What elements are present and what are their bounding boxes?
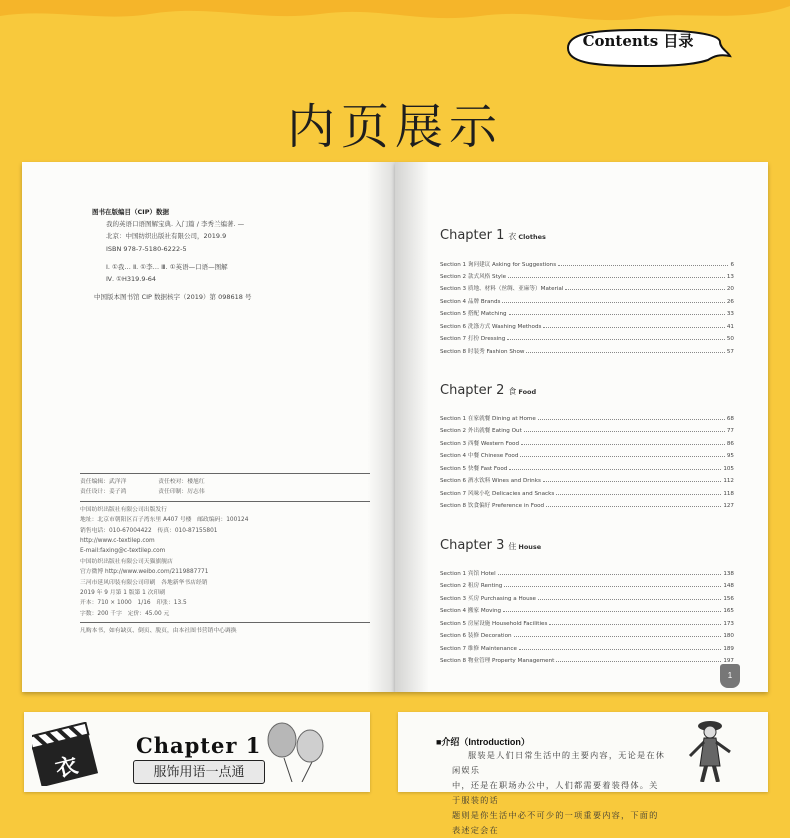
toc-entry: Section 6 酒水饮料 Wines and Drinks 112 bbox=[440, 478, 734, 484]
chapter-opener-heading: Chapter 1 bbox=[136, 733, 262, 758]
chapter-number: Chapter 3 bbox=[440, 538, 505, 553]
publisher-line: 销售电话：010-67004422 传真：010-87155801 bbox=[80, 527, 218, 534]
toc-entry: Section 4 搬家 Moving 165 bbox=[440, 608, 734, 614]
cip-number: 中国版本图书馆 CIP 数据核字（2019）第 098618 号 bbox=[94, 293, 252, 302]
chapter-heading bbox=[440, 383, 536, 398]
toc-entry: Section 3 西餐 Western Food 86 bbox=[440, 441, 734, 447]
publisher-line: 官方微博 http://www.weibo.com/2119887771 bbox=[80, 569, 209, 576]
person-illustration bbox=[680, 716, 740, 782]
chapter-number: Chapter 2 bbox=[440, 383, 505, 398]
toc-entry: Section 8 时装秀 Fashion Show 57 bbox=[440, 349, 734, 355]
contents-label: Contents 目录 bbox=[582, 32, 694, 50]
cip-line: ISBN 978-7-5180-6222-5 bbox=[106, 244, 187, 253]
footer-note: 凡购本书，如有缺页、倒页、脱页，由本社图书营销中心调换 bbox=[80, 628, 237, 635]
clapperboard-illustration bbox=[32, 722, 128, 786]
cip-block bbox=[92, 206, 252, 303]
publisher-line: E-mail:faxing@c-textilep.com bbox=[80, 548, 166, 555]
toc-entry: Section 8 物业管理 Property Management 197 bbox=[440, 658, 734, 664]
chapter-en: House bbox=[518, 543, 542, 551]
toc-entry: Section 2 款式风格 Style 13 bbox=[440, 274, 734, 280]
chapter-zh: 住 bbox=[508, 542, 517, 551]
chapter-en: Clothes bbox=[518, 233, 546, 241]
intro-text bbox=[452, 748, 666, 838]
chapter-heading bbox=[440, 538, 541, 553]
chapter-zh: 衣 bbox=[508, 232, 517, 241]
editor-name: 责任编辑：武洋洋 bbox=[80, 479, 127, 485]
publisher-line: 三河市延风印装有限公司印刷 各地新华书店经销 bbox=[80, 579, 208, 586]
chapter-zh: 食 bbox=[508, 387, 517, 396]
editor-name: 责任设计：姜子鸿 bbox=[80, 489, 127, 496]
class-line: Ⅳ. ①H319.9-64 bbox=[106, 275, 157, 284]
editor-name: 责任校对：楼旭红 bbox=[158, 479, 205, 485]
editor-row bbox=[80, 477, 370, 487]
intro-line: 中，还是在职场办公中，人们都需要着装得体。关于服装的话 bbox=[452, 780, 659, 805]
chapter-opener-subtitle: 服饰用语一点通 bbox=[133, 760, 265, 784]
toc-entry: Section 7 维修 Maintenance 189 bbox=[440, 646, 734, 652]
toc-entry: Section 5 房屋设施 Household Facilities 173 bbox=[440, 621, 734, 627]
chapter-en: Food bbox=[518, 388, 537, 396]
toc-entry: Section 6 装修 Decoration 180 bbox=[440, 633, 734, 639]
divider bbox=[80, 622, 370, 623]
editor-name: 责任印制：厉志伟 bbox=[158, 489, 205, 496]
toc-entry: Section 3 质地、材料（丝绸、亚麻等）Material 20 bbox=[440, 286, 734, 292]
toc-entry: Section 7 风味小吃 Delicacies and Snacks 118 bbox=[440, 491, 734, 497]
chapter-heading bbox=[440, 228, 546, 243]
intro-line: 服装是人们日常生活中的主要内容，无论是在休闲娱乐 bbox=[452, 750, 666, 775]
cip-line: 北京：中国纺织出版社有限公司，2019.9 bbox=[106, 232, 227, 241]
publisher-line: 字数：200 千字 定价：45.00 元 bbox=[80, 610, 170, 617]
toc-entry: Section 1 宾馆 Hotel 138 bbox=[440, 571, 734, 577]
cip-line: 我的英语口语图解宝典. 入门篇 / 李秀兰编著. — bbox=[106, 220, 245, 229]
intro-line: 题则是你生活中必不可少的一项重要内容，下面的表述定会在 bbox=[452, 810, 659, 835]
toc-entry: Section 4 中餐 Chinese Food 95 bbox=[440, 453, 734, 459]
toc-entry: Section 1 询问建议 Asking for Suggestions 6 bbox=[440, 262, 734, 268]
publisher-line: 2019 年 9 月第 1 版第 1 次印刷 bbox=[80, 590, 166, 597]
toc-entry: Section 7 打扮 Dressing 50 bbox=[440, 336, 734, 342]
publisher-line: 中国纺织出版社有限公司出版发行 bbox=[80, 506, 167, 513]
imprint-block bbox=[80, 470, 370, 637]
divider bbox=[80, 473, 370, 474]
page-number-tab: 1 bbox=[720, 664, 740, 688]
class-line: Ⅰ. ①我… Ⅱ. ①李… Ⅲ. ①英语—口语—图解 bbox=[106, 262, 228, 271]
svg-text:衣: 衣 bbox=[52, 752, 81, 783]
page-title: 内页展示 bbox=[286, 99, 503, 155]
intro-title: ■介绍（Introduction） bbox=[436, 737, 530, 747]
cip-title: 图书在版编目（CIP）数据 bbox=[92, 208, 169, 216]
publisher-line: http://www.c-textilep.com bbox=[80, 538, 155, 545]
toc-entry: Section 3 买房 Purchasing a House 156 bbox=[440, 596, 734, 602]
toc-entry: Section 5 快餐 Fast Food 105 bbox=[440, 466, 734, 472]
divider bbox=[80, 501, 370, 502]
toc-entry: Section 1 在家就餐 Dining at Home 68 bbox=[440, 416, 734, 422]
publisher-line: 中国纺织出版社有限公司天猫旗舰店 bbox=[80, 558, 173, 565]
editor-row bbox=[80, 487, 370, 497]
publisher-line: 开本：710 × 1000 1/16 印张：13.5 bbox=[80, 600, 187, 607]
toc-entry: Section 2 外出就餐 Eating Out 77 bbox=[440, 428, 734, 434]
toc-entry: Section 6 洗涤方式 Washing Methods 41 bbox=[440, 324, 734, 330]
balloons-illustration bbox=[262, 722, 332, 782]
publisher-line: 地址：北京市朝阳区百子湾东里 A407 号楼 邮政编码：100124 bbox=[80, 517, 249, 524]
toc-entry: Section 5 搭配 Matching 33 bbox=[440, 311, 734, 317]
toc-entry: Section 2 租房 Renting 148 bbox=[440, 583, 734, 589]
toc-entry: Section 4 品牌 Brands 26 bbox=[440, 299, 734, 305]
chapter-number: Chapter 1 bbox=[440, 228, 505, 243]
toc-entry: Section 8 饮食偏好 Preference in Food 127 bbox=[440, 503, 734, 509]
